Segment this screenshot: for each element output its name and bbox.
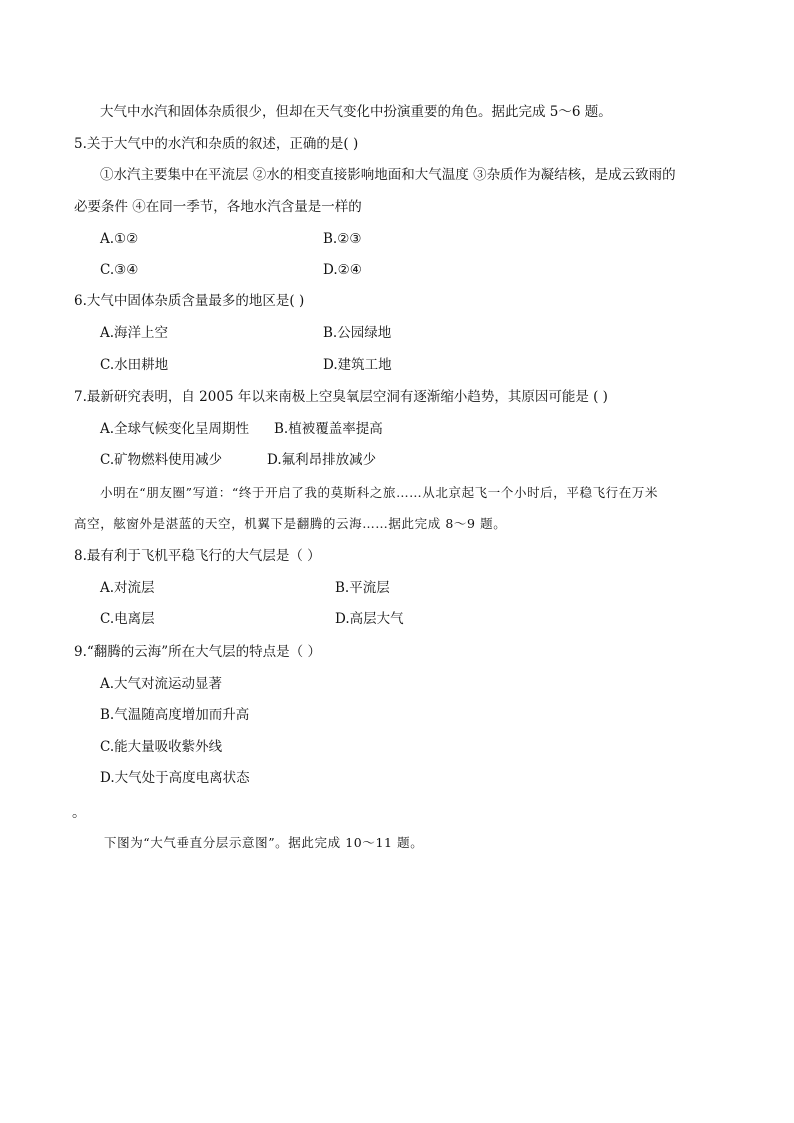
question-6-option-d: D.建筑工地	[323, 357, 392, 373]
question-9-option-d: D.大气处于高度电离状态	[100, 770, 250, 786]
question-5-stem: 5.关于大气中的水汽和杂质的叙述，正确的是( )	[74, 136, 359, 152]
question-6-option-a: A.海洋上空	[100, 325, 169, 341]
intro-paragraph-10-11: 下图为“大气垂直分层示意图”。据此完成 10～11 题。	[104, 835, 424, 850]
question-6-stem: 6.大气中固体杂质含量最多的地区是( )	[74, 293, 305, 309]
question-8-option-c: C.电离层	[100, 611, 155, 627]
question-9-option-c: C.能大量吸收紫外线	[100, 739, 223, 755]
question-8-option-d: D.高层大气	[335, 611, 404, 627]
question-9-option-a: A.大气对流运动显著	[100, 676, 223, 692]
question-5-statements-line-2: 必要条件 ④在同一季节，各地水汽含量是一样的	[74, 199, 362, 215]
question-6-option-b: B.公园绿地	[323, 325, 392, 341]
question-8-stem: 8.最有利于飞机平稳飞行的大气层是（ ）	[74, 548, 321, 564]
intro-paragraph-5-6: 大气中水汽和固体杂质很少，但却在天气变化中扮演重要的角色。据此完成 5～6 题。	[100, 104, 612, 120]
question-9-option-b: B.气温随高度增加而升高	[100, 707, 250, 723]
question-5-option-b: B.②③	[323, 231, 362, 247]
question-5-statements-line-1: ①水汽主要集中在平流层 ②水的相变直接影响地面和大气温度 ③杂质作为凝结核，是成云致雨的	[100, 167, 676, 183]
question-7-option-c: C.矿物燃料使用减少	[100, 452, 223, 468]
intro-paragraph-8-9-line-2: 高空，舷窗外是湛蓝的天空，机翼下是翻腾的云海……据此完成 8～9 题。	[74, 516, 507, 531]
question-7-stem: 7.最新研究表明，自 2005 年以来南极上空臭氧层空洞有逐渐缩小趋势，其原因可能是 ( )	[74, 389, 608, 405]
question-7-option-b: B.植被覆盖率提高	[274, 421, 383, 437]
question-8-option-b: B.平流层	[335, 580, 390, 596]
question-7-option-a: A.全球气候变化呈周期性	[100, 421, 250, 437]
question-5-option-c: C.③④	[100, 262, 139, 278]
intro-paragraph-8-9-line-1: 小明在“朋友圈”写道：“终于开启了我的莫斯科之旅……从北京起飞一个小时后，平稳飞行在万米	[100, 485, 659, 500]
question-6-option-c: C.水田耕地	[100, 357, 169, 373]
stray-punctuation-mark: 。	[72, 805, 86, 821]
question-5-option-a: A.①②	[100, 231, 139, 247]
question-7-option-d: D.氟利昂排放减少	[267, 452, 377, 468]
question-9-stem: 9.“翻腾的云海”所在大气层的特点是（ ）	[74, 644, 321, 660]
question-5-option-d: D.②④	[323, 262, 362, 278]
question-8-option-a: A.对流层	[100, 580, 155, 596]
